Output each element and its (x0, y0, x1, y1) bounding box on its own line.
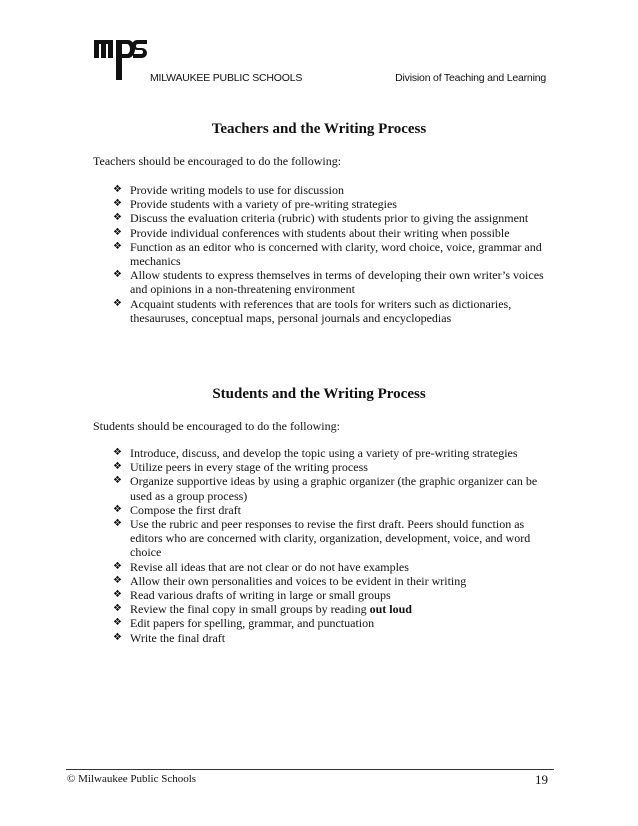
list-item: ❖ Edit papers for spelling, grammar, and punctuation (113, 616, 375, 631)
teachers-section-title: Teachers and the Writing Process (211, 121, 427, 137)
diamond-bullet-icon: ❖ (113, 212, 122, 224)
diamond-bullet-icon: ❖ (113, 461, 122, 473)
list-item: ❖ Use the rubric and peer responses to revise the first draft. Peers should function as editors who are concerned with clarity, organization, development, voice, and word choice (113, 517, 531, 560)
list-item: ❖ Allow their own personalities and voices to be evident in their writing (113, 573, 467, 588)
diamond-bullet-icon: ❖ (113, 617, 122, 629)
diamond-bullet-icon: ❖ (113, 518, 122, 530)
list-item: ❖ Organize supportive ideas by using a graphic organizer (the graphic organizer can be used as a group process) (113, 474, 538, 503)
page-header (92, 36, 546, 86)
diamond-bullet-icon: ❖ (113, 475, 122, 487)
header-division: Division of Teaching and Learning (395, 72, 546, 84)
diamond-bullet-icon: ❖ (113, 560, 122, 572)
footer-divider (66, 769, 554, 770)
diamond-bullet-icon: ❖ (113, 603, 122, 615)
list-item: ❖ Utilize peers in every stage of the writing process (113, 460, 368, 475)
mps-logo (92, 36, 150, 82)
students-intro: Students should be encouraged to do the following: (93, 419, 340, 433)
page-number: 19 (535, 772, 548, 787)
list-item: ❖ Provide students with a variety of pre-writing strategies (113, 197, 397, 212)
list-item: ❖ Allow students to express themselves in terms of developing their own writer’s voices and opinions in a non-threatening environment (113, 268, 544, 297)
teachers-bullet-list (113, 183, 553, 325)
list-item: ❖ Acquaint students with references that are tools for writers such as dictionaries, thesauruses, conceptual maps, personal journals and encyclopedias (113, 296, 512, 325)
list-item: ❖ Revise all ideas that are not clear or do not have examples (113, 559, 409, 574)
list-item: ❖ Discuss the evaluation criteria (rubric) with students prior to giving the assignment (113, 211, 529, 226)
list-item: ❖ Write the final draft (113, 630, 226, 645)
diamond-bullet-icon: ❖ (113, 297, 122, 309)
teachers-intro: Teachers should be encouraged to do the following: (93, 154, 342, 168)
list-item: ❖ Introduce, discuss, and develop the topic using a variety of pre-writing strategies (113, 446, 518, 460)
header-org-name: MILWAUKEE PUBLIC SCHOOLS (150, 72, 303, 84)
list-item: ❖ Read various drafts of writing in large or small groups (113, 588, 391, 603)
list-item: ❖ Compose the first draft (113, 502, 241, 517)
diamond-bullet-icon: ❖ (113, 631, 122, 643)
students-bullet-list (113, 446, 553, 645)
diamond-bullet-icon: ❖ (113, 184, 122, 195)
diamond-bullet-icon: ❖ (113, 589, 122, 601)
diamond-bullet-icon: ❖ (113, 269, 122, 281)
list-item: ❖ Review the final copy in small groups by reading out loud (113, 602, 412, 617)
list-item: ❖ Function as an editor who is concerned with clarity, word choice, voice, grammar and mechanics (113, 239, 542, 269)
list-item: ❖ Provide individual conferences with students about their writing when possible (113, 225, 510, 240)
diamond-bullet-icon: ❖ (113, 226, 122, 238)
diamond-bullet-icon: ❖ (113, 447, 122, 458)
students-section-title: Students and the Writing Process (212, 386, 426, 402)
list-item: ❖ Provide writing models to use for discussion (113, 183, 344, 197)
diamond-bullet-icon: ❖ (113, 574, 122, 586)
diamond-bullet-icon: ❖ (113, 198, 122, 210)
diamond-bullet-icon: ❖ (113, 503, 122, 515)
diamond-bullet-icon: ❖ (113, 240, 122, 252)
footer-copyright: © Milwaukee Public Schools (67, 773, 197, 785)
emphasis-out-loud: out loud (369, 602, 412, 617)
